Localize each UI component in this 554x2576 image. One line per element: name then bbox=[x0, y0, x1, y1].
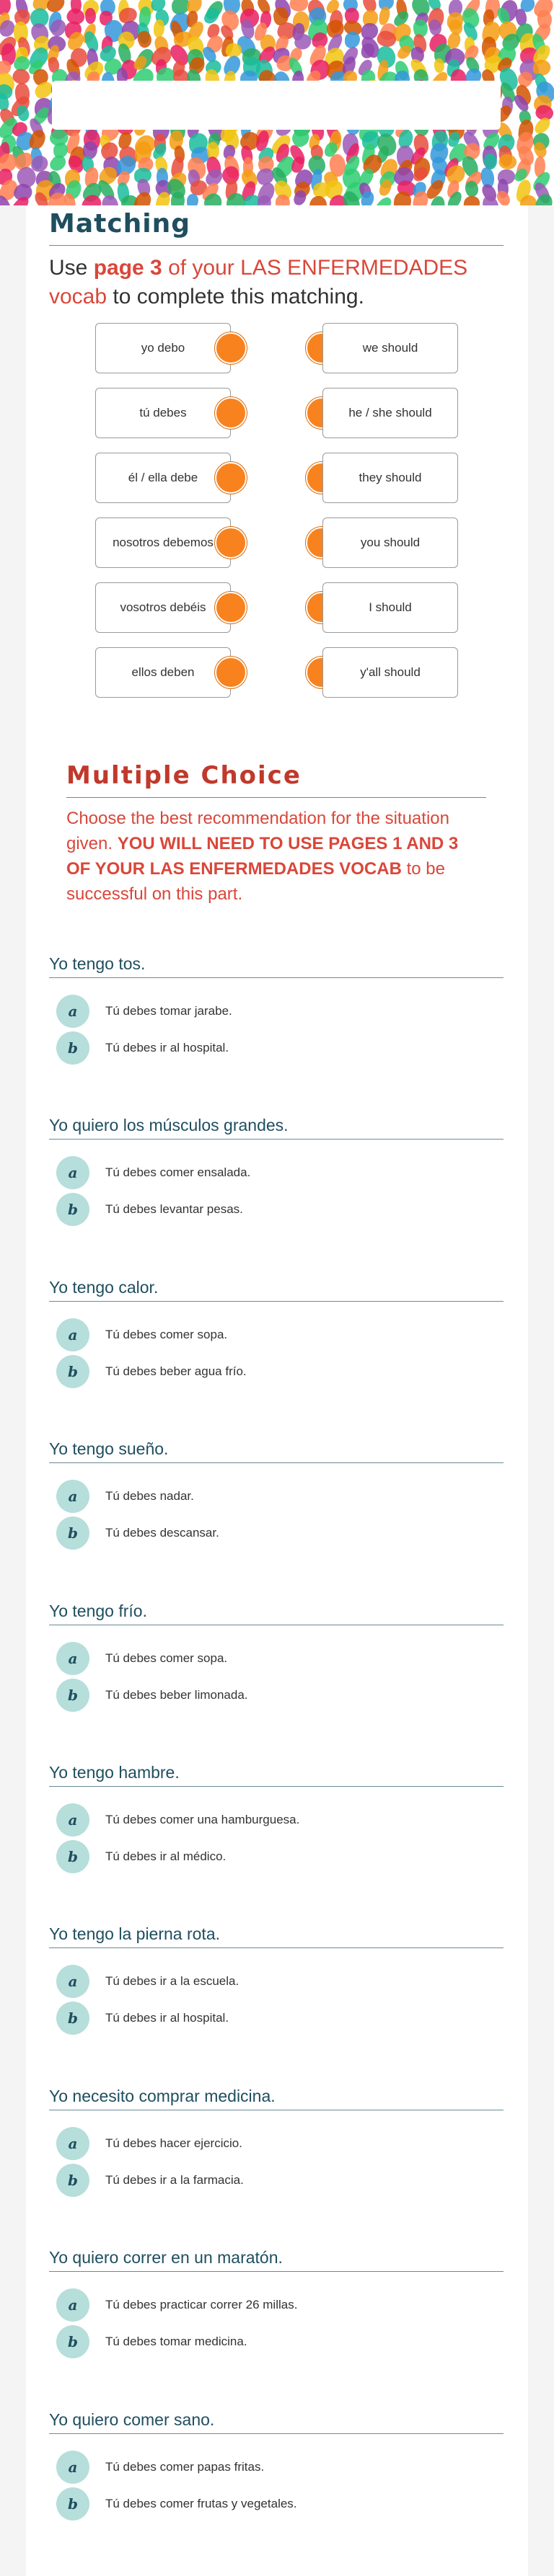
matching-instructions bbox=[49, 254, 482, 311]
answer-option-a[interactable] bbox=[56, 1642, 227, 1675]
option-badge-a[interactable]: a bbox=[56, 1156, 89, 1189]
option-text: Tú debes ir a la farmacia. bbox=[105, 2173, 244, 2187]
option-badge-b[interactable]: b bbox=[56, 2487, 89, 2521]
question-item bbox=[49, 1276, 504, 1380]
answer-option-b[interactable] bbox=[56, 1355, 247, 1388]
match-left-item[interactable]: yo debo bbox=[95, 323, 231, 373]
watercolor-dot bbox=[463, 195, 480, 205]
answer-option-a[interactable] bbox=[56, 2288, 297, 2322]
option-text: Tú debes ir a la escuela. bbox=[105, 1974, 239, 1988]
match-right-item[interactable]: y'all should bbox=[322, 647, 458, 698]
question-item bbox=[49, 1114, 504, 1218]
question-text: Yo tengo calor. bbox=[49, 1278, 159, 1297]
option-badge-a[interactable]: a bbox=[56, 1642, 89, 1675]
mc-instr-text-2: to be successful on this part. bbox=[66, 859, 445, 904]
option-text: Tú debes beber limonada. bbox=[105, 1688, 248, 1702]
option-badge-b[interactable]: b bbox=[56, 1840, 89, 1873]
option-badge-b[interactable]: b bbox=[56, 2325, 89, 2358]
option-badge-a[interactable]: a bbox=[56, 995, 89, 1028]
question-text: Yo quiero los músculos grandes. bbox=[49, 1116, 289, 1134]
question-divider bbox=[49, 1301, 504, 1302]
option-text: Tú debes practicar correr 26 millas. bbox=[105, 2298, 298, 2311]
answer-option-a[interactable] bbox=[56, 1318, 227, 1351]
option-badge-b[interactable]: b bbox=[56, 1193, 89, 1226]
option-text: Tú debes ir al médico. bbox=[105, 1849, 227, 1863]
option-badge-b[interactable]: b bbox=[56, 1355, 89, 1388]
option-badge-a[interactable]: a bbox=[56, 2127, 89, 2160]
option-text: Tú debes beber agua frío. bbox=[105, 1364, 247, 1378]
option-text: Tú debes comer una hamburguesa. bbox=[105, 1813, 300, 1826]
option-text: Tú debes hacer ejercicio. bbox=[105, 2136, 242, 2150]
matching-heading: Matching bbox=[49, 209, 191, 239]
option-badge-b[interactable]: b bbox=[56, 2002, 89, 2035]
question-divider bbox=[49, 1947, 504, 1948]
answer-option-b[interactable] bbox=[56, 1840, 226, 1873]
option-text: Tú debes comer papas fritas. bbox=[105, 2460, 265, 2474]
question-divider bbox=[49, 1462, 504, 1463]
matching-divider bbox=[49, 245, 504, 246]
option-badge-a[interactable]: a bbox=[56, 1803, 89, 1836]
option-badge-a[interactable]: a bbox=[56, 2451, 89, 2484]
mc-instr-bold: YOU WILL NEED TO USE PAGES 1 AND 3 OF YOUR LAS ENFERMEDADES VOCAB bbox=[66, 834, 459, 879]
question-divider bbox=[49, 1786, 504, 1787]
option-text: Tú debes comer ensalada. bbox=[105, 1165, 251, 1179]
option-badge-a[interactable]: a bbox=[56, 1965, 89, 1998]
answer-option-a[interactable] bbox=[56, 1156, 250, 1189]
match-right-item[interactable]: we should bbox=[322, 323, 458, 373]
answer-option-b[interactable] bbox=[56, 2164, 244, 2197]
instr-page-ref: page 3 bbox=[93, 256, 162, 280]
option-text: Tú debes levantar pesas. bbox=[105, 1202, 243, 1216]
match-left-item[interactable]: vosotros debéis bbox=[95, 582, 231, 633]
option-text: Tú debes tomar jarabe. bbox=[105, 1004, 232, 1018]
answer-option-b[interactable] bbox=[56, 1516, 219, 1550]
mc-divider bbox=[66, 797, 486, 798]
answer-option-a[interactable] bbox=[56, 1965, 239, 1998]
answer-option-b[interactable] bbox=[56, 1193, 243, 1226]
question-text: Yo tengo tos. bbox=[49, 954, 146, 973]
match-left-item[interactable]: tú debes bbox=[95, 388, 231, 438]
option-badge-b[interactable]: b bbox=[56, 2164, 89, 2197]
multiple-choice-heading: Multiple Choice bbox=[66, 761, 302, 790]
match-left-item[interactable]: nosotros debemos bbox=[95, 518, 231, 568]
match-right-item[interactable]: they should bbox=[322, 453, 458, 503]
question-item bbox=[49, 1438, 504, 1542]
question-text: Yo quiero comer sano. bbox=[49, 2410, 215, 2429]
option-badge-b[interactable]: b bbox=[56, 1516, 89, 1550]
match-left-connector[interactable] bbox=[215, 397, 247, 429]
match-left-connector[interactable] bbox=[215, 527, 247, 559]
option-text: Tú debes descansar. bbox=[105, 1526, 219, 1540]
option-text: Tú debes nadar. bbox=[105, 1489, 194, 1503]
question-divider bbox=[49, 2433, 504, 2434]
answer-option-a[interactable] bbox=[56, 2451, 264, 2484]
option-badge-a[interactable]: a bbox=[56, 2288, 89, 2322]
title-box bbox=[52, 81, 501, 130]
mc-instructions bbox=[66, 806, 485, 907]
question-item bbox=[49, 1923, 504, 2027]
question-text: Yo necesito comprar medicina. bbox=[49, 2087, 276, 2105]
watercolor-dot bbox=[372, 195, 394, 205]
question-text: Yo tengo la pierna rota. bbox=[49, 1924, 220, 1943]
question-divider bbox=[49, 977, 504, 978]
answer-option-b[interactable] bbox=[56, 2325, 247, 2358]
match-left-item[interactable]: él / ella debe bbox=[95, 453, 231, 503]
answer-option-b[interactable] bbox=[56, 1031, 229, 1065]
instr-text-2: to complete this matching. bbox=[107, 285, 364, 308]
match-left-connector[interactable] bbox=[215, 657, 247, 688]
question-divider bbox=[49, 2271, 504, 2272]
question-divider bbox=[49, 1139, 504, 1140]
watercolor-dot bbox=[154, 19, 165, 38]
option-text: Tú debes ir al hospital. bbox=[105, 1041, 229, 1054]
option-badge-a[interactable]: a bbox=[56, 1480, 89, 1513]
mc-instr-text-1: Choose the best recommendation for the situation given. bbox=[66, 809, 449, 853]
option-badge-b[interactable]: b bbox=[56, 1679, 89, 1712]
answer-option-b[interactable] bbox=[56, 2487, 297, 2521]
question-text: Yo tengo frío. bbox=[49, 1602, 147, 1620]
match-left-item[interactable]: ellos deben bbox=[95, 647, 231, 698]
match-left-connector[interactable] bbox=[215, 332, 247, 364]
watercolor-dot bbox=[186, 194, 198, 205]
match-left-connector[interactable] bbox=[215, 462, 247, 494]
answer-option-a[interactable] bbox=[56, 995, 232, 1028]
question-text: Yo tengo sueño. bbox=[49, 1439, 169, 1458]
instr-vocab-ref: of your LAS ENFERMEDADES vocab bbox=[49, 256, 468, 308]
question-text: Yo tengo hambre. bbox=[49, 1763, 180, 1782]
match-right-item[interactable]: you should bbox=[322, 518, 458, 568]
answer-option-a[interactable] bbox=[56, 1803, 299, 1836]
question-item bbox=[49, 2409, 504, 2513]
option-badge-a[interactable]: a bbox=[56, 1318, 89, 1351]
instr-text-1: Use bbox=[49, 256, 94, 280]
match-right-item[interactable]: I should bbox=[322, 582, 458, 633]
option-text: Tú debes tomar medicina. bbox=[105, 2335, 247, 2348]
option-text: Tú debes comer sopa. bbox=[105, 1651, 228, 1665]
question-item bbox=[49, 2085, 504, 2189]
watercolor-dot bbox=[309, 196, 327, 205]
question-text: Yo quiero correr en un maratón. bbox=[49, 2248, 283, 2267]
question-item bbox=[49, 2247, 504, 2350]
question-item bbox=[49, 1762, 504, 1865]
answer-option-a[interactable] bbox=[56, 1480, 194, 1513]
answer-option-b[interactable] bbox=[56, 2002, 229, 2035]
question-item bbox=[49, 953, 504, 1057]
match-left-connector[interactable] bbox=[215, 592, 247, 623]
match-right-item[interactable]: he / she should bbox=[322, 388, 458, 438]
answer-option-b[interactable] bbox=[56, 1679, 248, 1712]
question-item bbox=[49, 1600, 504, 1704]
option-text: Tú debes ir al hospital. bbox=[105, 2011, 229, 2025]
option-text: Tú debes comer sopa. bbox=[105, 1328, 228, 1341]
option-badge-b[interactable]: b bbox=[56, 1031, 89, 1065]
option-text: Tú debes comer frutas y vegetales. bbox=[105, 2497, 297, 2510]
answer-option-a[interactable] bbox=[56, 2127, 242, 2160]
